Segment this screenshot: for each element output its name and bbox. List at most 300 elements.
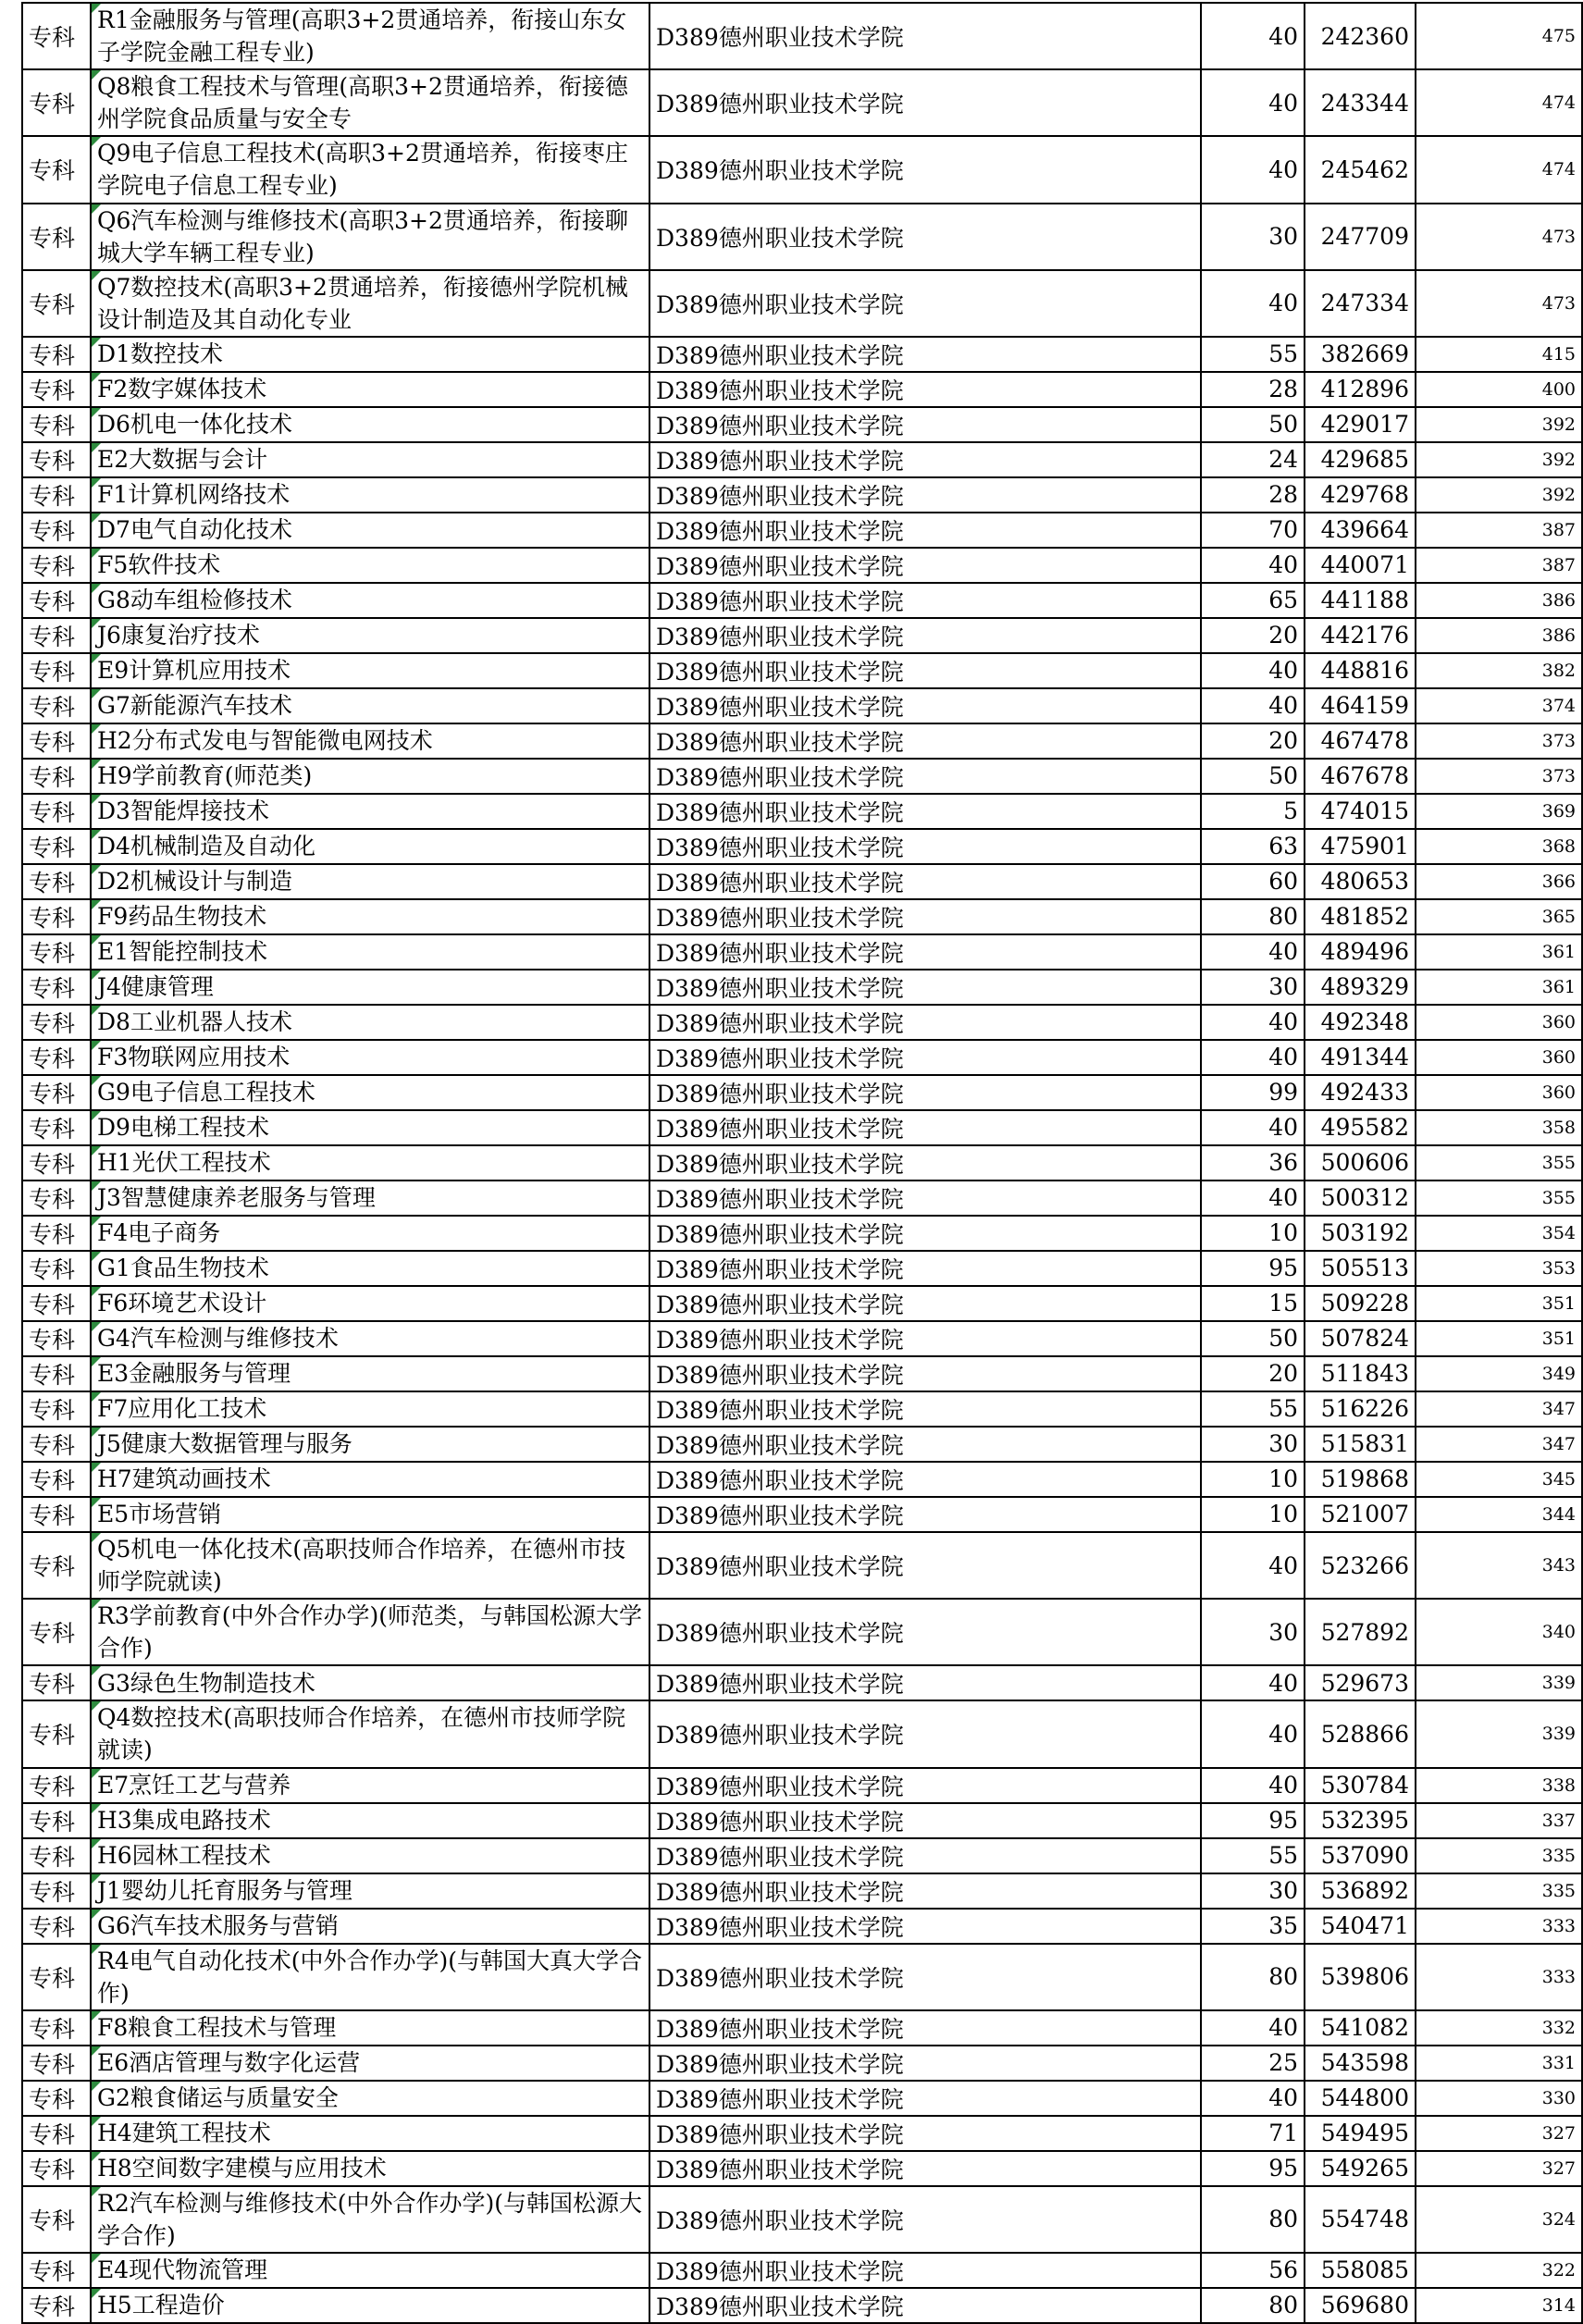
- major-cell: H8空间数字建模与应用技术: [91, 2151, 649, 2186]
- major-cell: G3绿色生物制造技术: [91, 1665, 649, 1700]
- school-cell: D389德州职业技术学院: [649, 1599, 1201, 1665]
- level-cell: 专科: [22, 653, 91, 688]
- min-rank-cell: 500312: [1305, 1181, 1416, 1216]
- min-score-cell: 340: [1416, 1599, 1582, 1665]
- min-rank-cell: 505513: [1305, 1251, 1416, 1286]
- table-row: [22, 1700, 1582, 1767]
- min-score-cell: 361: [1416, 970, 1582, 1005]
- school-cell: D389德州职业技术学院: [649, 688, 1201, 723]
- table-row: [22, 864, 1582, 899]
- major-cell: R1金融服务与管理(高职3+2贯通培养，衔接山东女子学院金融工程专业): [91, 3, 649, 69]
- plan-count-cell: 40: [1201, 270, 1305, 337]
- min-rank-cell: 491344: [1305, 1040, 1416, 1075]
- min-score-cell: 474: [1416, 69, 1582, 136]
- min-score-cell: 473: [1416, 270, 1582, 337]
- min-score-cell: 322: [1416, 2253, 1582, 2288]
- plan-count-cell: 71: [1201, 2116, 1305, 2151]
- min-rank-cell: 509228: [1305, 1286, 1416, 1321]
- min-score-cell: 354: [1416, 1216, 1582, 1251]
- school-cell: D389德州职业技术学院: [649, 1356, 1201, 1391]
- table-row: [22, 1532, 1582, 1599]
- table-row: [22, 2116, 1582, 2151]
- major-cell: Q5机电一体化技术(高职技师合作培养，在德州市技师学院就读): [91, 1532, 649, 1599]
- major-cell: H4建筑工程技术: [91, 2116, 649, 2151]
- min-score-cell: 475: [1416, 3, 1582, 69]
- school-cell: D389德州职业技术学院: [649, 2116, 1201, 2151]
- plan-count-cell: 40: [1201, 934, 1305, 970]
- major-cell: H5工程造价: [91, 2288, 649, 2323]
- table-row: [22, 723, 1582, 759]
- level-cell: 专科: [22, 337, 91, 372]
- table-row: [22, 1145, 1582, 1181]
- min-rank-cell: 429685: [1305, 442, 1416, 477]
- table-row: [22, 2288, 1582, 2323]
- school-cell: D389德州职业技术学院: [649, 723, 1201, 759]
- major-cell: D9电梯工程技术: [91, 1110, 649, 1145]
- level-cell: 专科: [22, 723, 91, 759]
- plan-count-cell: 40: [1201, 688, 1305, 723]
- min-score-cell: 344: [1416, 1497, 1582, 1532]
- level-cell: 专科: [22, 1181, 91, 1216]
- school-cell: D389德州职业技术学院: [649, 653, 1201, 688]
- min-rank-cell: 442176: [1305, 618, 1416, 653]
- level-cell: 专科: [22, 759, 91, 794]
- min-rank-cell: 441188: [1305, 583, 1416, 618]
- min-rank-cell: 247334: [1305, 270, 1416, 337]
- min-score-cell: 474: [1416, 136, 1582, 203]
- table-row: [22, 1321, 1582, 1356]
- min-score-cell: 324: [1416, 2186, 1582, 2253]
- school-cell: D389德州职业技术学院: [649, 2288, 1201, 2323]
- table-row: [22, 653, 1582, 688]
- min-score-cell: 392: [1416, 442, 1582, 477]
- school-cell: D389德州职业技术学院: [649, 934, 1201, 970]
- table-row: [22, 477, 1582, 513]
- major-cell: J6康复治疗技术: [91, 618, 649, 653]
- min-rank-cell: 532395: [1305, 1803, 1416, 1838]
- min-rank-cell: 516226: [1305, 1391, 1416, 1427]
- min-score-cell: 345: [1416, 1462, 1582, 1497]
- level-cell: 专科: [22, 899, 91, 934]
- school-cell: D389德州职业技术学院: [649, 1700, 1201, 1767]
- table-row: [22, 548, 1582, 583]
- level-cell: 专科: [22, 618, 91, 653]
- min-score-cell: 337: [1416, 1803, 1582, 1838]
- min-rank-cell: 549265: [1305, 2151, 1416, 2186]
- school-cell: D389德州职业技术学院: [649, 1768, 1201, 1803]
- plan-count-cell: 50: [1201, 759, 1305, 794]
- plan-count-cell: 20: [1201, 618, 1305, 653]
- table-row: [22, 1768, 1582, 1803]
- school-cell: D389德州职业技术学院: [649, 1427, 1201, 1462]
- min-rank-cell: 480653: [1305, 864, 1416, 899]
- level-cell: 专科: [22, 204, 91, 270]
- plan-count-cell: 25: [1201, 2046, 1305, 2081]
- level-cell: 专科: [22, 1909, 91, 1944]
- level-cell: 专科: [22, 1391, 91, 1427]
- min-score-cell: 361: [1416, 934, 1582, 970]
- major-cell: F4电子商务: [91, 1216, 649, 1251]
- table-row: [22, 1838, 1582, 1873]
- school-cell: D389德州职业技术学院: [649, 513, 1201, 548]
- min-rank-cell: 382669: [1305, 337, 1416, 372]
- min-score-cell: 360: [1416, 1005, 1582, 1040]
- major-cell: H6园林工程技术: [91, 1838, 649, 1873]
- table-row: [22, 2010, 1582, 2046]
- table-row: [22, 829, 1582, 864]
- plan-count-cell: 10: [1201, 1216, 1305, 1251]
- table-row: [22, 372, 1582, 407]
- min-rank-cell: 492433: [1305, 1075, 1416, 1110]
- min-rank-cell: 549495: [1305, 2116, 1416, 2151]
- min-score-cell: 387: [1416, 513, 1582, 548]
- major-cell: D1数控技术: [91, 337, 649, 372]
- level-cell: 专科: [22, 2010, 91, 2046]
- plan-count-cell: 40: [1201, 653, 1305, 688]
- level-cell: 专科: [22, 1145, 91, 1181]
- level-cell: 专科: [22, 2116, 91, 2151]
- level-cell: 专科: [22, 372, 91, 407]
- table-row: [22, 2046, 1582, 2081]
- school-cell: D389德州职业技术学院: [649, 1873, 1201, 1909]
- plan-count-cell: 60: [1201, 864, 1305, 899]
- school-cell: D389德州职业技术学院: [649, 1532, 1201, 1599]
- min-score-cell: 360: [1416, 1075, 1582, 1110]
- min-score-cell: 335: [1416, 1873, 1582, 1909]
- school-cell: D389德州职业技术学院: [649, 1075, 1201, 1110]
- school-cell: D389德州职业技术学院: [649, 3, 1201, 69]
- table-row: [22, 1803, 1582, 1838]
- level-cell: 专科: [22, 136, 91, 203]
- table-row: [22, 1110, 1582, 1145]
- min-rank-cell: 242360: [1305, 3, 1416, 69]
- major-cell: E6酒店管理与数字化运营: [91, 2046, 649, 2081]
- table-row: [22, 583, 1582, 618]
- min-rank-cell: 429017: [1305, 407, 1416, 442]
- major-cell: F8粮食工程技术与管理: [91, 2010, 649, 2046]
- plan-count-cell: 20: [1201, 1356, 1305, 1391]
- plan-count-cell: 40: [1201, 1665, 1305, 1700]
- plan-count-cell: 50: [1201, 1321, 1305, 1356]
- major-cell: G4汽车检测与维修技术: [91, 1321, 649, 1356]
- school-cell: D389德州职业技术学院: [649, 1944, 1201, 2010]
- min-score-cell: 355: [1416, 1181, 1582, 1216]
- table-row: [22, 3, 1582, 69]
- school-cell: D389德州职业技术学院: [649, 2253, 1201, 2288]
- school-cell: D389德州职业技术学院: [649, 1838, 1201, 1873]
- table-row: [22, 513, 1582, 548]
- plan-count-cell: 55: [1201, 337, 1305, 372]
- plan-count-cell: 30: [1201, 1599, 1305, 1665]
- level-cell: 专科: [22, 1251, 91, 1286]
- level-cell: 专科: [22, 407, 91, 442]
- major-cell: H9学前教育(师范类): [91, 759, 649, 794]
- plan-count-cell: 40: [1201, 1181, 1305, 1216]
- level-cell: 专科: [22, 3, 91, 69]
- plan-count-cell: 95: [1201, 1803, 1305, 1838]
- min-rank-cell: 530784: [1305, 1768, 1416, 1803]
- major-cell: F6环境艺术设计: [91, 1286, 649, 1321]
- plan-count-cell: 10: [1201, 1462, 1305, 1497]
- plan-count-cell: 40: [1201, 1110, 1305, 1145]
- table-row: [22, 2151, 1582, 2186]
- min-rank-cell: 448816: [1305, 653, 1416, 688]
- school-cell: D389德州职业技术学院: [649, 136, 1201, 203]
- min-score-cell: 415: [1416, 337, 1582, 372]
- school-cell: D389德州职业技术学院: [649, 1321, 1201, 1356]
- major-cell: D7电气自动化技术: [91, 513, 649, 548]
- major-cell: G2粮食储运与质量安全: [91, 2081, 649, 2116]
- table-row: [22, 899, 1582, 934]
- table-row: [22, 1599, 1582, 1665]
- school-cell: D389德州职业技术学院: [649, 442, 1201, 477]
- min-score-cell: 327: [1416, 2116, 1582, 2151]
- plan-count-cell: 28: [1201, 372, 1305, 407]
- plan-count-cell: 30: [1201, 1427, 1305, 1462]
- level-cell: 专科: [22, 1005, 91, 1040]
- plan-count-cell: 30: [1201, 970, 1305, 1005]
- major-cell: Q4数控技术(高职技师合作培养，在德州市技师学院就读): [91, 1700, 649, 1767]
- table-row: [22, 442, 1582, 477]
- level-cell: 专科: [22, 583, 91, 618]
- min-score-cell: 347: [1416, 1391, 1582, 1427]
- table-row: [22, 1391, 1582, 1427]
- level-cell: 专科: [22, 1356, 91, 1391]
- plan-count-cell: 80: [1201, 2288, 1305, 2323]
- school-cell: D389德州职业技术学院: [649, 1462, 1201, 1497]
- min-rank-cell: 475901: [1305, 829, 1416, 864]
- min-rank-cell: 503192: [1305, 1216, 1416, 1251]
- school-cell: D389德州职业技术学院: [649, 970, 1201, 1005]
- level-cell: 专科: [22, 2288, 91, 2323]
- major-cell: H2分布式发电与智能微电网技术: [91, 723, 649, 759]
- major-cell: Q7数控技术(高职3+2贯通培养，衔接德州学院机械设计制造及其自动化专业: [91, 270, 649, 337]
- table-row: [22, 970, 1582, 1005]
- school-cell: D389德州职业技术学院: [649, 1803, 1201, 1838]
- min-rank-cell: 500606: [1305, 1145, 1416, 1181]
- min-rank-cell: 528866: [1305, 1700, 1416, 1767]
- plan-count-cell: 40: [1201, 1768, 1305, 1803]
- school-cell: D389德州职业技术学院: [649, 618, 1201, 653]
- level-cell: 专科: [22, 1532, 91, 1599]
- school-cell: D389德州职业技术学院: [649, 69, 1201, 136]
- table-row: [22, 2186, 1582, 2253]
- school-cell: D389德州职业技术学院: [649, 1216, 1201, 1251]
- major-cell: H1光伏工程技术: [91, 1145, 649, 1181]
- table-row: [22, 1005, 1582, 1040]
- min-score-cell: 366: [1416, 864, 1582, 899]
- level-cell: 专科: [22, 2046, 91, 2081]
- table-row: [22, 1873, 1582, 1909]
- min-rank-cell: 245462: [1305, 136, 1416, 203]
- major-cell: F7应用化工技术: [91, 1391, 649, 1427]
- major-cell: R4电气自动化技术(中外合作办学)(与韩国大真大学合作): [91, 1944, 649, 2010]
- major-cell: D2机械设计与制造: [91, 864, 649, 899]
- min-score-cell: 386: [1416, 618, 1582, 653]
- school-cell: D389德州职业技术学院: [649, 1391, 1201, 1427]
- major-cell: G7新能源汽车技术: [91, 688, 649, 723]
- min-rank-cell: 481852: [1305, 899, 1416, 934]
- level-cell: 专科: [22, 477, 91, 513]
- min-score-cell: 353: [1416, 1251, 1582, 1286]
- level-cell: 专科: [22, 1803, 91, 1838]
- plan-count-cell: 55: [1201, 1391, 1305, 1427]
- level-cell: 专科: [22, 513, 91, 548]
- school-cell: D389德州职业技术学院: [649, 899, 1201, 934]
- table-row: [22, 618, 1582, 653]
- level-cell: 专科: [22, 1216, 91, 1251]
- min-score-cell: 392: [1416, 477, 1582, 513]
- table-row: [22, 1356, 1582, 1391]
- table-row: [22, 69, 1582, 136]
- level-cell: 专科: [22, 1321, 91, 1356]
- school-cell: D389德州职业技术学院: [649, 1005, 1201, 1040]
- min-score-cell: 331: [1416, 2046, 1582, 2081]
- plan-count-cell: 40: [1201, 1532, 1305, 1599]
- level-cell: 专科: [22, 1040, 91, 1075]
- major-cell: Q9电子信息工程技术(高职3+2贯通培养，衔接枣庄学院电子信息工程专业): [91, 136, 649, 203]
- table-row: [22, 1075, 1582, 1110]
- level-cell: 专科: [22, 1599, 91, 1665]
- table-row: [22, 1181, 1582, 1216]
- min-score-cell: 351: [1416, 1286, 1582, 1321]
- min-score-cell: 330: [1416, 2081, 1582, 2116]
- min-rank-cell: 243344: [1305, 69, 1416, 136]
- level-cell: 专科: [22, 2151, 91, 2186]
- level-cell: 专科: [22, 1462, 91, 1497]
- level-cell: 专科: [22, 1427, 91, 1462]
- school-cell: D389德州职业技术学院: [649, 1665, 1201, 1700]
- min-rank-cell: 558085: [1305, 2253, 1416, 2288]
- min-rank-cell: 412896: [1305, 372, 1416, 407]
- major-cell: E4现代物流管理: [91, 2253, 649, 2288]
- plan-count-cell: 55: [1201, 1838, 1305, 1873]
- school-cell: D389德州职业技术学院: [649, 477, 1201, 513]
- table-row: [22, 1251, 1582, 1286]
- school-cell: D389德州职业技术学院: [649, 204, 1201, 270]
- level-cell: 专科: [22, 2186, 91, 2253]
- school-cell: D389德州职业技术学院: [649, 1110, 1201, 1145]
- min-rank-cell: 440071: [1305, 548, 1416, 583]
- min-score-cell: 358: [1416, 1110, 1582, 1145]
- plan-count-cell: 70: [1201, 513, 1305, 548]
- min-rank-cell: 489329: [1305, 970, 1416, 1005]
- major-cell: E9计算机应用技术: [91, 653, 649, 688]
- plan-count-cell: 24: [1201, 442, 1305, 477]
- major-cell: F3物联网应用技术: [91, 1040, 649, 1075]
- min-score-cell: 335: [1416, 1838, 1582, 1873]
- school-cell: D389德州职业技术学院: [649, 548, 1201, 583]
- major-cell: G1食品生物技术: [91, 1251, 649, 1286]
- min-rank-cell: 511843: [1305, 1356, 1416, 1391]
- major-cell: D3智能焊接技术: [91, 794, 649, 829]
- min-rank-cell: 541082: [1305, 2010, 1416, 2046]
- min-rank-cell: 247709: [1305, 204, 1416, 270]
- plan-count-cell: 40: [1201, 2010, 1305, 2046]
- min-score-cell: 333: [1416, 1944, 1582, 2010]
- plan-count-cell: 56: [1201, 2253, 1305, 2288]
- min-score-cell: 473: [1416, 204, 1582, 270]
- school-cell: D389德州职业技术学院: [649, 2010, 1201, 2046]
- plan-count-cell: 28: [1201, 477, 1305, 513]
- plan-count-cell: 5: [1201, 794, 1305, 829]
- min-score-cell: 392: [1416, 407, 1582, 442]
- major-cell: J4健康管理: [91, 970, 649, 1005]
- min-score-cell: 333: [1416, 1909, 1582, 1944]
- min-score-cell: 365: [1416, 899, 1582, 934]
- major-cell: J5健康大数据管理与服务: [91, 1427, 649, 1462]
- plan-count-cell: 40: [1201, 1005, 1305, 1040]
- school-cell: D389德州职业技术学院: [649, 2151, 1201, 2186]
- table-row: [22, 934, 1582, 970]
- min-rank-cell: 554748: [1305, 2186, 1416, 2253]
- level-cell: 专科: [22, 1110, 91, 1145]
- table-row: [22, 1462, 1582, 1497]
- min-score-cell: 369: [1416, 794, 1582, 829]
- table-row: [22, 1040, 1582, 1075]
- min-score-cell: 343: [1416, 1532, 1582, 1599]
- major-cell: J1婴幼儿托育服务与管理: [91, 1873, 649, 1909]
- plan-count-cell: 30: [1201, 1873, 1305, 1909]
- min-score-cell: 332: [1416, 2010, 1582, 2046]
- min-score-cell: 355: [1416, 1145, 1582, 1181]
- major-cell: R3学前教育(中外合作办学)(师范类，与韩国松源大学合作): [91, 1599, 649, 1665]
- school-cell: D389德州职业技术学院: [649, 372, 1201, 407]
- min-rank-cell: 529673: [1305, 1665, 1416, 1700]
- min-rank-cell: 521007: [1305, 1497, 1416, 1532]
- min-score-cell: 387: [1416, 548, 1582, 583]
- plan-count-cell: 40: [1201, 136, 1305, 203]
- min-rank-cell: 439664: [1305, 513, 1416, 548]
- school-cell: D389德州职业技术学院: [649, 1497, 1201, 1532]
- table-row: [22, 1427, 1582, 1462]
- level-cell: 专科: [22, 970, 91, 1005]
- table-row: [22, 1286, 1582, 1321]
- min-rank-cell: 507824: [1305, 1321, 1416, 1356]
- table-row: [22, 759, 1582, 794]
- min-rank-cell: 467478: [1305, 723, 1416, 759]
- min-score-cell: 338: [1416, 1768, 1582, 1803]
- major-cell: J3智慧健康养老服务与管理: [91, 1181, 649, 1216]
- major-cell: R2汽车检测与维修技术(中外合作办学)(与韩国松源大学合作): [91, 2186, 649, 2253]
- major-cell: E3金融服务与管理: [91, 1356, 649, 1391]
- level-cell: 专科: [22, 934, 91, 970]
- level-cell: 专科: [22, 1944, 91, 2010]
- level-cell: 专科: [22, 794, 91, 829]
- level-cell: 专科: [22, 829, 91, 864]
- major-cell: E5市场营销: [91, 1497, 649, 1532]
- major-cell: D4机械制造及自动化: [91, 829, 649, 864]
- min-rank-cell: 540471: [1305, 1909, 1416, 1944]
- level-cell: 专科: [22, 1497, 91, 1532]
- plan-count-cell: 80: [1201, 899, 1305, 934]
- plan-count-cell: 40: [1201, 3, 1305, 69]
- min-score-cell: 351: [1416, 1321, 1582, 1356]
- major-cell: E7烹饪工艺与营养: [91, 1768, 649, 1803]
- min-score-cell: 314: [1416, 2288, 1582, 2323]
- plan-count-cell: 95: [1201, 2151, 1305, 2186]
- level-cell: 专科: [22, 1286, 91, 1321]
- school-cell: D389德州职业技术学院: [649, 1181, 1201, 1216]
- min-rank-cell: 519868: [1305, 1462, 1416, 1497]
- plan-count-cell: 36: [1201, 1145, 1305, 1181]
- level-cell: 专科: [22, 1873, 91, 1909]
- major-cell: F1计算机网络技术: [91, 477, 649, 513]
- min-score-cell: 373: [1416, 723, 1582, 759]
- table-row: [22, 794, 1582, 829]
- plan-count-cell: 80: [1201, 1944, 1305, 2010]
- min-score-cell: 339: [1416, 1665, 1582, 1700]
